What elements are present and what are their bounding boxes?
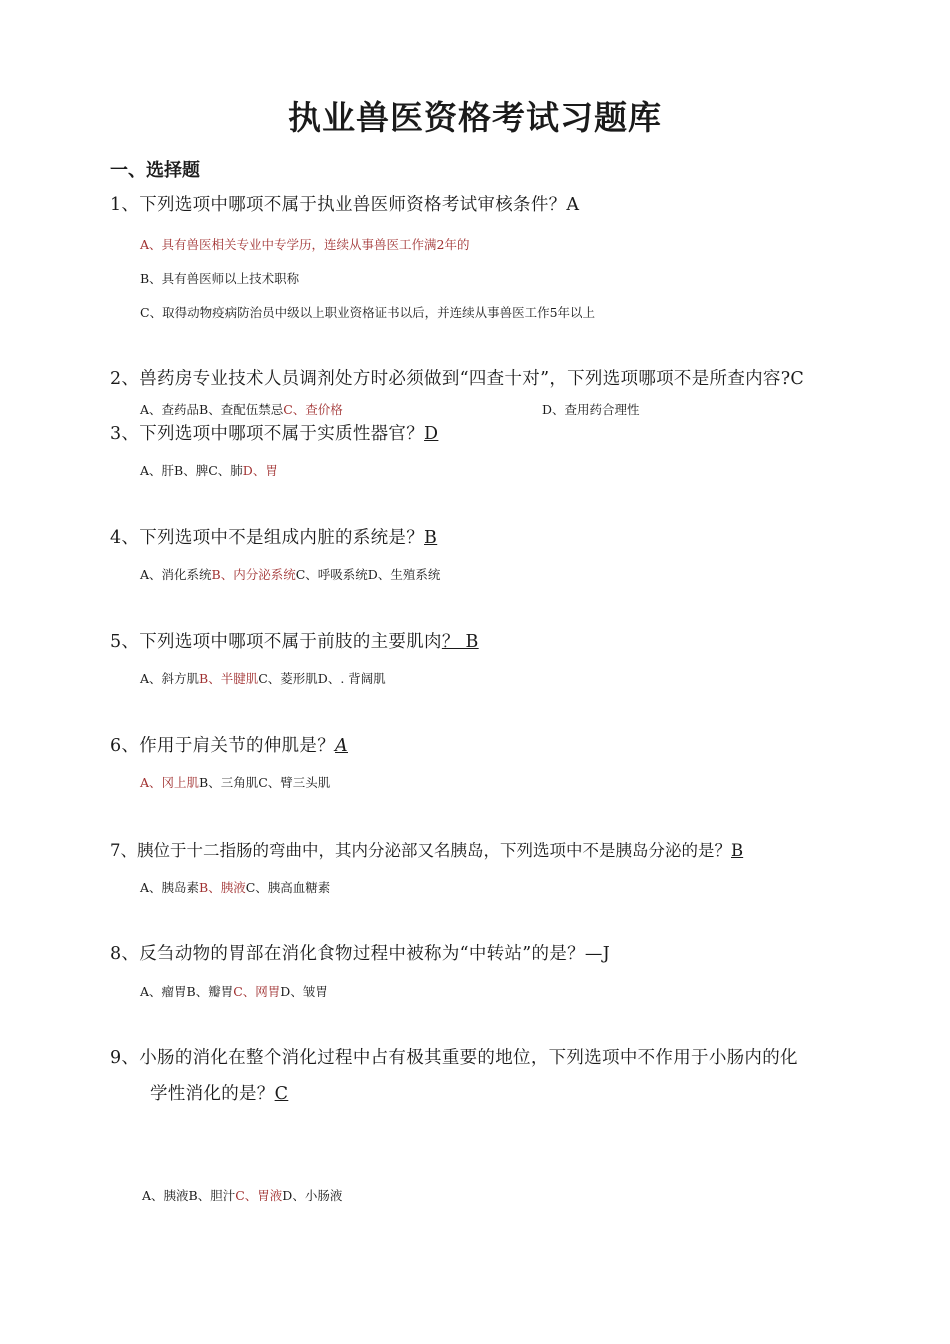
q5-option-a: A、斜方肌: [140, 671, 200, 686]
question-9-text: 学性消化的是？: [150, 1084, 275, 1104]
q4-option-b: B、内分泌系统: [211, 567, 296, 582]
q2-option-c: C、查价格: [283, 402, 343, 417]
question-7: [110, 837, 743, 861]
q8-option-d: D、皱胃: [280, 984, 328, 999]
q5-option-c: C、菱形肌: [258, 671, 318, 686]
question-7-answer: B: [731, 841, 744, 860]
question-9-line-1: 9、小肠的消化在整个消化过程中占有极其重要的地位，下列选项中不作用于小肠内的化: [110, 1048, 798, 1068]
question-3-answer: D: [424, 424, 439, 444]
q6-option-a: A、冈上肌: [140, 775, 200, 790]
question-5: [110, 628, 479, 653]
q7-option-b: B、胰液: [199, 880, 246, 895]
q4-option-d: D、生殖系统: [367, 567, 441, 582]
q9-option-b: B、胆汁: [188, 1188, 236, 1203]
q8-option-c: C、网胃: [233, 984, 281, 999]
q3-option-c: C、肺: [208, 463, 243, 478]
q6-option-b: B、三角肌: [199, 775, 259, 790]
question-9-line-2: [150, 1080, 288, 1105]
q1-option-a: A、具有兽医相关专业中专学历，连续从事兽医工作满2年的: [140, 237, 470, 252]
q7-options: [140, 878, 330, 896]
q9-option-c: C、胃液: [235, 1188, 283, 1203]
q7-option-c: C、胰高血糖素: [245, 880, 331, 895]
q7-option-a: A、胰岛素: [140, 880, 200, 895]
question-2: 2、兽药房专业技术人员调剂处方时必须做到“四查十对”，下列选项哪项不是所查内容?C: [110, 369, 805, 389]
q1-option-b: B、具有兽医师以上技术职称: [140, 271, 300, 286]
page-title: 执业兽医资格考试习题库: [288, 98, 662, 137]
question-5-answer: ？ B: [441, 632, 479, 652]
question-6-text: 6、作用于肩关节的伸肌是？: [110, 736, 336, 756]
section-heading: 一、选择题: [110, 160, 200, 181]
question-6-answer: A: [335, 736, 348, 756]
q5-option-d: D、. 背阔肌: [317, 671, 386, 686]
q4-options: [140, 565, 440, 583]
question-4-answer: B: [424, 528, 438, 548]
q8-options: [140, 982, 328, 1000]
q9-options: [142, 1186, 342, 1204]
q8-option-a: A、瘤胃: [140, 984, 187, 999]
q3-option-b: B、脾: [174, 463, 209, 478]
q2-options: [140, 400, 343, 418]
q9-option-d: D、小肠液: [282, 1188, 343, 1203]
q4-option-a: A、消化系统: [140, 567, 212, 582]
question-4-text: 4、下列选项中不是组成内脏的系统是？: [110, 528, 425, 548]
q6-option-c: C、臂三头肌: [258, 775, 331, 790]
q2-option-b: B、查配伍禁忌: [199, 402, 284, 417]
q1-option-c: C、取得动物疫病防治员中级以上职业资格证书以后，并连续从事兽医工作5年以上: [140, 305, 596, 320]
q6-options: [140, 773, 330, 791]
question-3-text: 3、下列选项中哪项不属于实质性器官？: [110, 424, 425, 444]
q8-option-b: B、瓣胃: [186, 984, 234, 999]
q4-option-c: C、呼吸系统: [295, 567, 368, 582]
q3-option-a: A、肝: [140, 463, 175, 478]
question-4: [110, 524, 437, 549]
q2-option-a: A、查药品: [140, 402, 200, 417]
question-6: [110, 732, 348, 757]
q5-options: [140, 669, 386, 687]
q3-option-d: D、胃: [242, 463, 278, 478]
question-3: [110, 420, 438, 445]
q2-option-d: D、查用药合理性: [542, 402, 640, 417]
question-5-text: 5、下列选项中哪项不属于前肢的主要肌肉: [110, 632, 442, 652]
q3-options: [140, 461, 278, 479]
q9-option-a: A、胰液: [142, 1188, 189, 1203]
question-1: 1、下列选项中哪项不属于执业兽医师资格考试审核条件？A: [110, 195, 580, 215]
q5-option-b: B、半腱肌: [199, 671, 259, 686]
question-9-answer: C: [274, 1084, 289, 1104]
question-7-text: 7、胰位于十二指肠的弯曲中，其内分泌部又名胰岛，下列选项中不是胰岛分泌的是？: [110, 841, 731, 860]
question-8: 8、反刍动物的胃部在消化食物过程中被称为“中转站”的是？—J: [110, 944, 611, 964]
